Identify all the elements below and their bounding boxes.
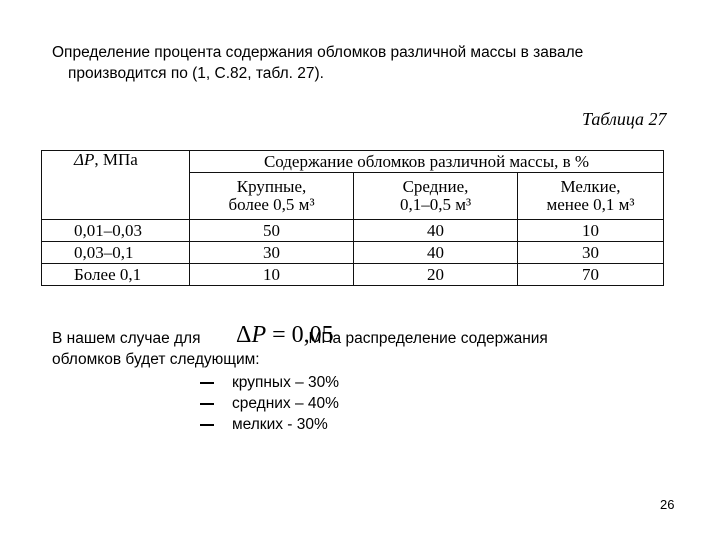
result-line-2: обломков будет следующим: bbox=[52, 351, 260, 368]
row-delta-p: 0,03–0,1 bbox=[42, 242, 190, 264]
cell-medium: 20 bbox=[354, 264, 518, 286]
list-item-text: крупных – 30% bbox=[232, 374, 340, 391]
list-item bbox=[200, 414, 339, 435]
subheader-small-line2: менее 0,1 м³ bbox=[546, 195, 635, 214]
result-text bbox=[52, 328, 692, 370]
delta-p-formula bbox=[236, 322, 334, 349]
intro-text bbox=[52, 42, 692, 84]
result-suffix: МПа распределение содержания bbox=[308, 330, 548, 347]
result-line-1 bbox=[52, 328, 692, 349]
dash-bullet-icon bbox=[200, 403, 214, 405]
subheader-medium-line2: 0,1–0,5 м³ bbox=[399, 195, 472, 214]
intro-line-2: производится по (1, С.82, табл. 27). bbox=[68, 65, 324, 82]
delta-p-unit: , МПа bbox=[94, 150, 138, 169]
subheader-small bbox=[518, 173, 664, 220]
header-content-group: Содержание обломков различной массы, в % bbox=[190, 151, 664, 173]
subheader-medium-line1: Средние, bbox=[402, 177, 469, 196]
distribution-list bbox=[200, 372, 339, 435]
cell-small: 10 bbox=[518, 220, 664, 242]
row-delta-p: 0,01–0,03 bbox=[42, 220, 190, 242]
formula-value: = 0,05 bbox=[266, 322, 334, 348]
list-item-text: средних – 40% bbox=[232, 395, 339, 412]
table-row bbox=[42, 264, 664, 286]
table-caption: Таблица 27 bbox=[582, 109, 667, 129]
list-item-text: мелких - 30% bbox=[232, 416, 328, 433]
dash-bullet-icon bbox=[200, 382, 214, 384]
cell-large: 30 bbox=[190, 242, 354, 264]
formula-p: P bbox=[251, 322, 267, 348]
cell-large: 10 bbox=[190, 264, 354, 286]
list-item bbox=[200, 372, 339, 393]
row-delta-p: Более 0,1 bbox=[42, 264, 190, 286]
fragment-content-table bbox=[41, 150, 664, 286]
page-number: 26 bbox=[660, 497, 675, 512]
header-delta-p bbox=[42, 151, 190, 220]
subheader-large-line2: более 0,5 м³ bbox=[228, 195, 315, 214]
subheader-large bbox=[190, 173, 354, 220]
table-row bbox=[42, 242, 664, 264]
cell-large: 50 bbox=[190, 220, 354, 242]
delta-p-symbol: ΔP bbox=[74, 150, 95, 169]
subheader-medium bbox=[354, 173, 518, 220]
cell-small: 70 bbox=[518, 264, 664, 286]
intro-line-1: Определение процента содержания обломков различной массы в завале bbox=[52, 44, 584, 61]
subheader-small-line1: Мелкие, bbox=[560, 177, 621, 196]
cell-small: 30 bbox=[518, 242, 664, 264]
list-item bbox=[200, 393, 339, 414]
cell-medium: 40 bbox=[354, 220, 518, 242]
result-prefix: В нашем случае для bbox=[52, 330, 201, 347]
table-row bbox=[42, 220, 664, 242]
cell-medium: 40 bbox=[354, 242, 518, 264]
formula-delta: Δ bbox=[236, 322, 252, 348]
dash-bullet-icon bbox=[200, 424, 214, 426]
subheader-large-line1: Крупные, bbox=[236, 177, 307, 196]
